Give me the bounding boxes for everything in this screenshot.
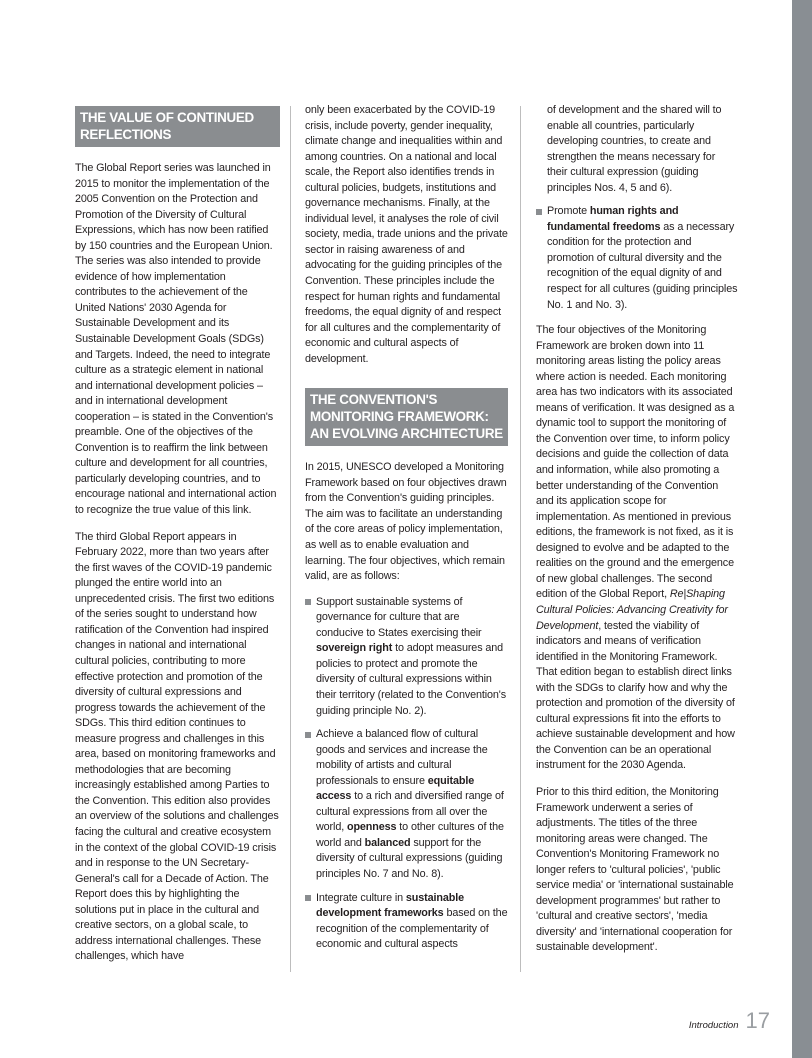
paragraph: Prior to this third edition, the Monitoring Framework underwent a series of adjustments. The titles of the three monitoring areas were changed. The Convention's Monitoring Framework no longer refers to 'cultural policies', 'public service media' or 'international sustainable development programmes' but rather to 'cultural and creative sectors', 'media diversity' and 'international cooperation for sustainable development'. — [536, 785, 734, 954]
column-2 — [305, 0, 508, 953]
paragraph: The four objectives of the Monitoring Framework are broken down into 11 monitoring areas listing the policy areas where action is needed. Each monitoring area has two indicators with its associated means of verification. It was designed as a dynamic tool to support the monitoring of the Convention over time, to inform policy decisions and guide the collection of data and information, while also promoting a better understanding of the Convention and its application scope for implementation. As mentioned in previous editions, the framework is not fixed, as it is designed to evolve and be adapted to the realities on the ground and the emergence of new global challenges. The second edition of the Global Report, Re|Shaping Cultural Policies: Advancing Creativity for Development, tested the viability of indicators and means of verification identified in the Monitoring Framework. That edition began to establish direct links with the SDGs to clarify how and why the protection and promotion of the diversity of cultural expressions fit into the efforts to achieve sustainable development and how the Convention can be an operational instrument for the 2030 Agenda. — [536, 324, 735, 772]
column-divider — [520, 106, 521, 972]
column-1 — [75, 0, 280, 965]
column-3 — [536, 0, 738, 956]
column-divider — [290, 106, 291, 972]
list-item: Achieve a balanced flow of cultural goods and services and increase the mobility of artists and cultural professionals to ensure equitable access to a rich and diversified range of cultural expressions from all over the world, openness to other cultures of the world and balanced support for the diversity of cultural expressions (guiding principles No. 7 and No. 8). — [305, 727, 508, 882]
section-heading-monitoring-framework: THE CONVENTION'S MONITORING FRAMEWORK: AN EVOLVING ARCHITECTURE — [305, 388, 508, 446]
list-item-continuation: of development and the shared will to enable all countries, particularly developing countries, to create and strengthen the means necessary for their cultural expression (guiding principles Nos. 4, 5 and 6). — [547, 104, 722, 194]
paragraph: The Global Report series was launched in 2015 to monitor the implementation of the 2005 Convention on the Protection and Promotion of the Diversity of Cultural Expressions, which has now been ratified by 150 countries and the European Union. The series was also intended to provide evidence of how implementation contributes to the achievement of the United Nations' 2030 Agenda for Sustainable Development and its Sustainable Development Goals (SDGs) and Targets. Indeed, the need to integrate culture as a strategic element in national and international development policies – and in international development cooperation – is stated in the Convention's preamble. One of the objectives of the Convention is to reaffirm the link between culture and development for all countries, particularly developing countries, and to encourage national and international action to recognize the true value of this link. — [75, 162, 277, 517]
page-edge-bar — [792, 0, 812, 1058]
list-item: Support sustainable systems of governance for culture that are conducive to States exercising their sovereign right to adopt measures and policies to protect and promote the diversity of cultural expressions within their territory (related to the Convention's guiding principle No. 2). — [305, 595, 508, 719]
paragraph: only been exacerbated by the COVID-19 crisis, include poverty, gender inequality, climate change and inequalities within and among countries. On a national and local scale, the Report also identifies trends in cultural policies, budgets, institutions and governance mechanisms. Finally, at the individual level, it analyses the role of civil society, media, trade unions and the private sector in raising awareness of and advocating for the guiding principles of the Convention. These principles include the respect for human rights and fundamental freedoms, the equal dignity of and respect for all cultures and the complementarity of economic and cultural aspects of development. — [305, 104, 508, 365]
objectives-list-continued — [536, 204, 738, 313]
list-item: Promote human rights and fundamental freedoms as a necessary condition for the protection and promotion of cultural diversity and the recognition of the equal dignity of and respect for all cultures (guiding principles No. 1 and No. 3). — [536, 204, 738, 313]
list-item: Integrate culture in sustainable development frameworks based on the recognition of the complementarity of economic and cultural aspects — [305, 891, 508, 953]
page-footer — [689, 1008, 770, 1034]
objectives-list — [305, 595, 508, 953]
section-heading-value-of-reflections: THE VALUE OF CONTINUED REFLECTIONS — [75, 106, 280, 147]
paragraph: The third Global Report appears in February 2022, more than two years after the first waves of the COVID-19 pandemic plunged the entire world into an unprecedented crisis. The first two editions of the series sought to understand how ratification of the Convention had inspired changes in national and international cultural policies, contributing to more effective protection and promotion of the diversity of cultural expressions and progress towards the achievement of the SDGs. This third edition continues to measure progress and challenges in this area, based on monitoring frameworks and methodologies that are becoming increasingly established among Parties to the Convention. This edition also provides an overview of the solutions and challenges facing the cultural and creative ecosystem in the context of the global COVID-19 crisis and in response to the UN Secretary-General's call for a Decade of Action. The Report does this by highlighting the solutions put in place in the cultural and creative sectors, on a global scale, to address international challenges. These challenges, which have — [75, 530, 279, 963]
section-label: Introduction — [688, 1020, 739, 1031]
paragraph: In 2015, UNESCO developed a Monitoring Framework based on four objectives drawn from the Convention's guiding principles. The aim was to facilitate an understanding of the core areas of policy implementation, as well as to enable evaluation and learning. The four objectives, which remain valid, are as follows: — [305, 461, 507, 583]
page-number: 17 — [745, 1008, 770, 1033]
